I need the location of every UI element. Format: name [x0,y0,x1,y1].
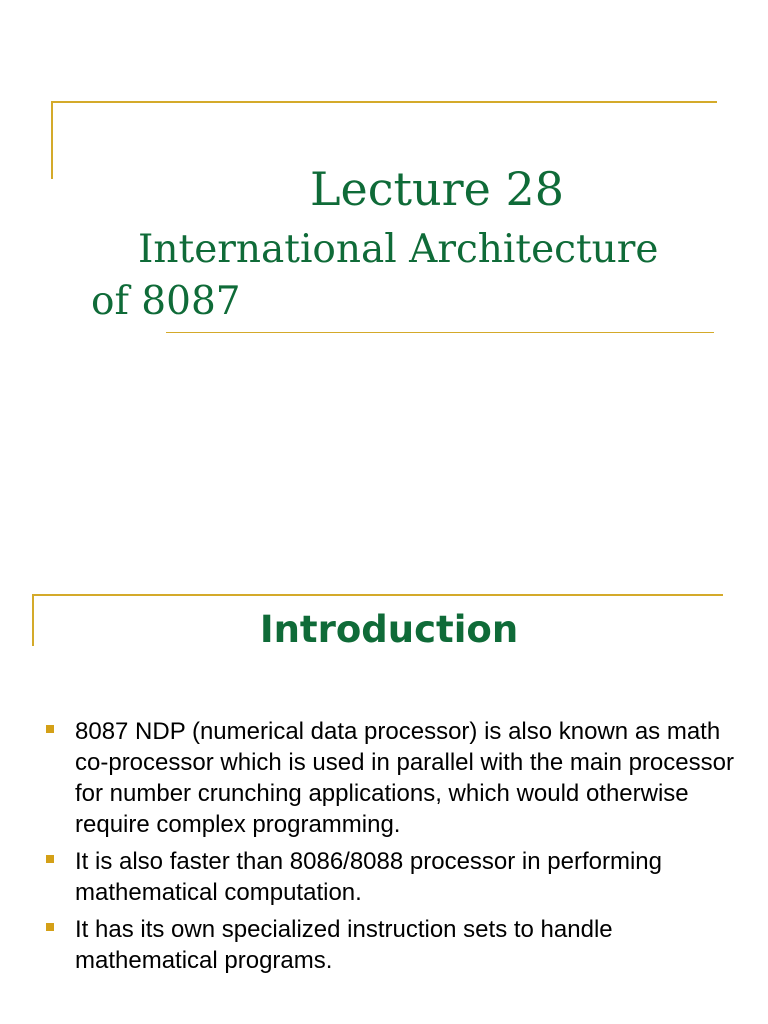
lecture-title: Lecture 28 [310,162,565,216]
bullet-list [46,716,736,982]
bullet-item [46,914,736,976]
slide-frame-left-border [51,101,53,179]
lecture-subtitle-line-1: International Architecture [138,227,659,272]
slide-frame-top-border [32,594,723,596]
bullet-item [46,846,736,908]
lecture-subtitle-line-2: of 8087 [91,279,241,324]
square-bullet-icon [46,855,54,863]
bullet-item [46,716,736,840]
square-bullet-icon [46,923,54,931]
bullet-text: It has its own specialized instruction sets to handle mathematical programs. [75,916,613,974]
square-bullet-icon [46,725,54,733]
subtitle-underline-rule [166,332,714,333]
section-heading: Introduction [259,608,519,651]
slide-introduction [0,512,768,1024]
bullet-text: It is also faster than 8086/8088 processor in performing mathematical computation. [75,848,662,906]
bullet-text: 8087 NDP (numerical data processor) is also known as math co-processor which is used in parallel with the main processor for number crunching applications, which would otherwise require complex programming. [75,718,734,838]
slide-frame-top-border [51,101,717,103]
